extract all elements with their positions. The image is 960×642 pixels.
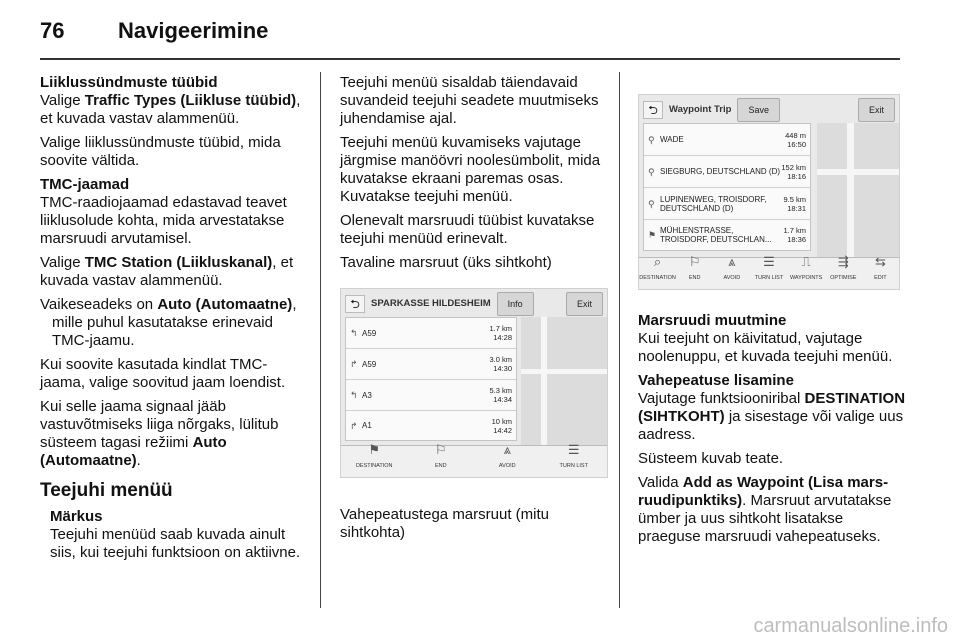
edit-icon: ⇆: [874, 254, 886, 269]
menu-term: Add as Waypoint (Lisa marsruudipunktiks): [638, 474, 889, 509]
tmc-heading: TMC-jaamad: [40, 176, 130, 193]
text: Vajutage funktsiooniribal: [638, 390, 805, 407]
destination-flag-icon: ⚑: [648, 230, 657, 240]
exit-button[interactable]: Exit: [858, 98, 895, 122]
page-number: 76: [40, 18, 65, 43]
back-icon[interactable]: ⮌: [643, 101, 663, 119]
paragraph: Süsteem kuvab teate.: [638, 450, 784, 467]
turn-list-button[interactable]: [750, 254, 787, 289]
road-name: A3: [362, 390, 372, 400]
caption: Vahepeatustega marsruut (mitu sihtkohta): [340, 506, 549, 541]
arrival-time: 14:30: [493, 364, 512, 373]
tool-label: AVOID: [498, 463, 516, 469]
pin-icon: ⚲: [648, 166, 655, 177]
watermark: carmanualsonline.info: [753, 615, 948, 637]
text: Valige: [40, 254, 85, 271]
distance: 5.3 km: [489, 386, 512, 395]
map-road: [541, 317, 547, 447]
distance: 152 km: [781, 162, 806, 172]
list-item[interactable]: [644, 156, 810, 188]
optimise-icon: ⇶: [837, 254, 849, 269]
edit-button[interactable]: [862, 254, 899, 289]
optimise-button[interactable]: [825, 254, 862, 289]
screen-title: SPARKASSE HILDESHEIM: [371, 298, 491, 309]
row-distance: [781, 163, 806, 181]
page-title: Navigeerimine: [118, 18, 269, 43]
arrival-time: 18:36: [787, 235, 806, 244]
note-text: Teejuhi menüüd saab kuvada ainult siis, kui teejuhi funktsioon on aktiivne.: [50, 526, 301, 561]
paragraph: [40, 254, 308, 290]
tool-label: TURN LIST: [559, 463, 588, 469]
column-left: [40, 74, 308, 562]
arrival-time: 14:34: [493, 395, 512, 404]
tool-label: EDIT: [874, 275, 887, 281]
waypoint-name: LUPINENWEG, TROISDORF, DEUTSCHLAND (D): [660, 194, 767, 213]
end-flag-icon: ⚐: [688, 254, 701, 269]
text: Vaikeseadeks on: [40, 296, 158, 313]
paragraph: [40, 296, 308, 350]
turn-arrow-icon: ↱: [350, 420, 358, 431]
row-distance: [783, 195, 806, 213]
menu-term: Auto (Automaatne): [40, 434, 227, 469]
arrival-time: 14:28: [493, 333, 512, 342]
menu-term: DESTINATION (SIHTKOHT): [638, 390, 906, 425]
waypoint-trip-screenshot: [638, 94, 900, 290]
text: Valida: [638, 474, 683, 491]
waypoint-list: [643, 123, 811, 251]
arrival-time: 18:16: [787, 171, 806, 181]
list-icon: ☰: [763, 254, 775, 269]
tool-label: DESTINATION: [355, 463, 393, 469]
row-distance: [489, 386, 512, 404]
text: , mille puhul kasutatakse erinevaid TMC-jaamu.: [52, 296, 297, 349]
text: , et kuvada vastav alammenüü.: [40, 254, 294, 289]
change-route-block: [638, 312, 906, 366]
end-button[interactable]: [408, 442, 475, 477]
waypoint-name: WADE: [660, 135, 684, 144]
turn-arrow-icon: ↰: [350, 328, 358, 338]
list-item[interactable]: [346, 380, 516, 411]
add-waypoint-block: [638, 372, 906, 444]
list-item[interactable]: [644, 188, 810, 220]
waypoints-button[interactable]: [788, 254, 825, 289]
text: , et kuvada vastav alammenüü.: [40, 92, 301, 127]
traffic-types-block: [40, 74, 308, 128]
paragraph: [638, 474, 906, 546]
row-distance: [492, 417, 512, 435]
screen-topbar: [643, 99, 895, 121]
tmc-block: [40, 176, 308, 248]
distance: 10 km: [491, 416, 512, 426]
screen-title: Waypoint Trip: [669, 104, 732, 115]
map-road: [521, 369, 608, 374]
list-item[interactable]: [346, 318, 516, 349]
search-icon: ⌕: [653, 254, 662, 269]
road-name: A59: [362, 328, 377, 338]
distance: 3.0 km: [489, 355, 512, 364]
menu-term: Traffic Types (Liikluse tüübid): [84, 92, 297, 109]
text: ja sisestage või valige uus aadress.: [638, 408, 904, 443]
end-button[interactable]: [676, 254, 713, 289]
row-distance: [489, 355, 512, 373]
text: Kui teejuht on käivitatud, vajutage noolenuppu, et kuvada teejuhi menüü.: [638, 330, 893, 365]
tool-label: WAYPOINTS: [789, 275, 823, 281]
distance: 1.7 km: [783, 226, 806, 235]
distance: 448 m: [785, 130, 806, 140]
flag-icon: ⚑: [368, 442, 381, 457]
section-heading: Teejuhi menüü: [40, 480, 173, 501]
waypoint-name: SIEGBURG, DEUTSCHLAND (D): [660, 167, 781, 176]
tool-label: END: [434, 463, 447, 469]
row-distance: [489, 324, 512, 342]
row-distance: [785, 131, 806, 149]
paragraph: Teejuhi menüü kuvamiseks vajutage järgmise manöövri noolesümbolit, mida kuvatakse ekraani paremas osas. Kuvatakse teejuhi menüü.: [340, 134, 601, 205]
text: . Marsruut arvutatakse ümber ja uus sihtkoht lisatakse praeguse marsruudi vahepeatuseks.: [638, 492, 892, 545]
map-area: [817, 123, 900, 259]
waypoints-icon: ⎍: [801, 254, 811, 269]
menu-term: TMC Station (Liikluskanal): [84, 254, 273, 271]
paragraph: Teejuhi menüü sisaldab täiendavaid suvandeid teejuhi seadete muutmiseks juhendamise ajal.: [340, 74, 599, 127]
road-icon: ⩓: [728, 254, 736, 269]
waypoint-name: MÜHLENSTRASSE, TROISDORF, DEUTSCHLAN...: [660, 226, 772, 244]
road-icon: ⩓: [503, 442, 511, 457]
end-flag-icon: ⚐: [434, 442, 447, 457]
add-waypoint-heading: Vahepeatuse lisamine: [638, 372, 794, 389]
page-header: [40, 18, 920, 58]
function-bar: [639, 254, 899, 289]
turn-arrow-icon: ↰: [350, 390, 358, 400]
function-bar: [341, 442, 607, 477]
text: TMC-raadiojaamad edastavad teavet liiklusolude kohta, mida arvestatakse marsruudi arvutamisel.: [40, 194, 287, 247]
destination-button[interactable]: [341, 442, 408, 477]
tool-label: AVOID: [723, 275, 741, 281]
list-icon: ☰: [567, 442, 580, 457]
arrival-time: 14:42: [493, 425, 512, 435]
list-item[interactable]: [644, 220, 810, 250]
pin-icon: ⚲: [648, 198, 655, 209]
exit-button[interactable]: Exit: [566, 292, 603, 316]
text: Kui selle jaama signaal jääb vastuvõtmiseks liiga nõrgaks, lülitub süsteem tagasi režiimi: [40, 398, 279, 451]
text: Valige: [40, 92, 85, 109]
map-road: [847, 123, 854, 259]
turn-list-button[interactable]: [541, 442, 608, 477]
column-divider-right: [619, 72, 620, 608]
paragraph: [40, 398, 308, 470]
distance: 1.7 km: [489, 324, 512, 333]
note-heading: Märkus: [50, 508, 103, 525]
list-item[interactable]: [644, 124, 810, 156]
column-divider-left: [320, 72, 321, 608]
arrival-time: 18:31: [787, 203, 806, 213]
change-route-heading: Marsruudi muutmine: [638, 312, 787, 329]
paragraph: Tavaline marsruut (üks sihtkoht): [340, 254, 552, 271]
turn-arrow-icon: ↱: [350, 359, 358, 369]
column-right: [638, 74, 906, 552]
list-item[interactable]: [346, 411, 516, 440]
header-rule: [40, 58, 900, 60]
map-area: [521, 317, 608, 447]
list-item[interactable]: [346, 349, 516, 380]
guidance-menu-screenshot: [340, 288, 608, 478]
arrival-time: 16:50: [787, 139, 806, 149]
traffic-types-heading: Liiklussündmuste tüübid: [40, 74, 218, 91]
tool-label: END: [688, 275, 701, 281]
map-road: [817, 169, 900, 175]
screen-topbar: [345, 293, 603, 315]
note-block: [40, 508, 308, 562]
destination-button[interactable]: [639, 254, 676, 289]
info-button[interactable]: Info: [497, 292, 534, 316]
row-distance: [783, 226, 806, 244]
column-middle: [340, 74, 610, 548]
tool-label: OPTIMISE: [830, 275, 857, 281]
road-name: A1: [362, 421, 372, 430]
text: .: [136, 452, 141, 469]
back-icon[interactable]: ⮌: [345, 295, 365, 313]
paragraph: Kui soovite kasutada kindlat TMC-jaama, valige soovitud jaam loendist.: [40, 356, 286, 391]
tool-label: DESTINATION: [639, 275, 676, 281]
turn-list: [345, 317, 517, 441]
tool-label: TURN LIST: [754, 275, 784, 281]
save-button[interactable]: Save: [737, 98, 780, 122]
avoid-button[interactable]: [713, 254, 750, 289]
road-name: A59: [362, 359, 377, 369]
menu-term: Auto (Automaatne): [157, 296, 293, 313]
paragraph: Olenevalt marsruudi tüübist kuvatakse teejuhi menüüd erinevalt.: [340, 212, 595, 247]
paragraph: Valige liiklussündmuste tüübid, mida soovite vältida.: [40, 134, 281, 169]
avoid-button[interactable]: [474, 442, 541, 477]
distance: 9.5 km: [783, 194, 806, 204]
pin-icon: ⚲: [648, 134, 655, 145]
